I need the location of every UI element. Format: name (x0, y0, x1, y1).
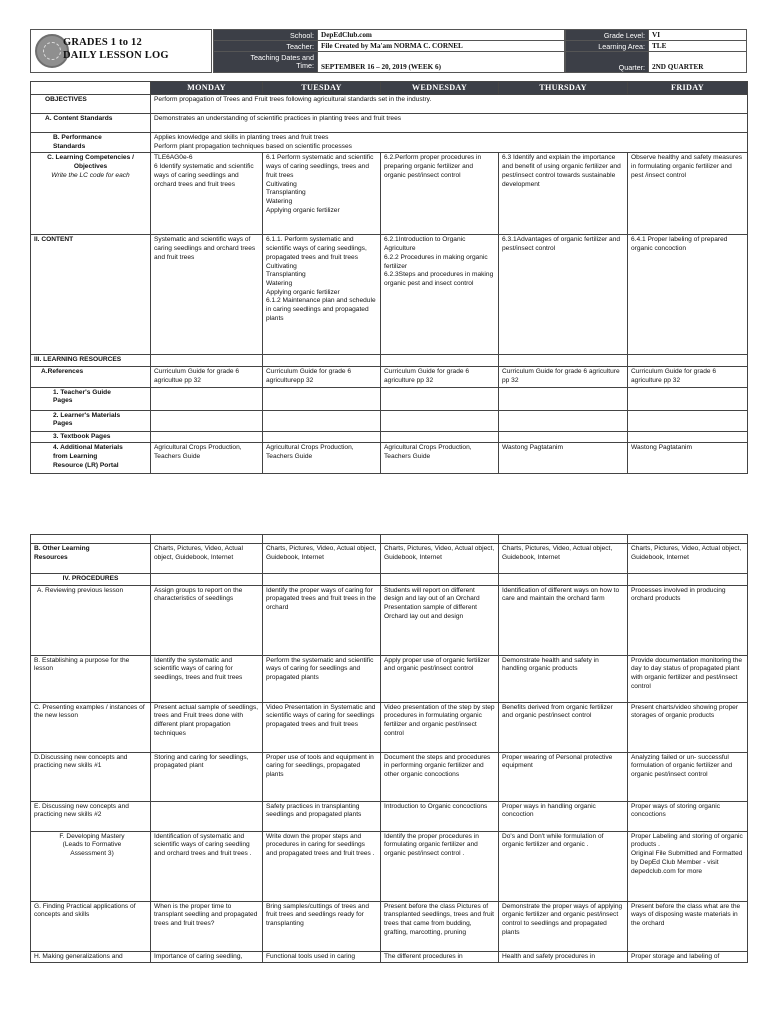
day-header: MONDAY (151, 82, 263, 95)
competencies-label: C. Learning Competencies / Objectives (47, 154, 134, 171)
quarter-label: Quarter: (566, 52, 649, 73)
cell-tuesday: Video Presentation in Systematic and scientific ways of caring for seedlings propagated trees and fruit trees (263, 702, 381, 752)
cell-tuesday: Safety practices in transplanting seedlings and propagated plants (263, 801, 381, 831)
row-label: 2. Learner's Materials Pages (31, 410, 151, 431)
cell-monday: When is the proper time to transplant seedling and propagated trees and fruit trees? (151, 901, 263, 951)
cell-tuesday: 6.1 Perform systematic and scientific ways of caring seedlings, trees and fruit trees Cultivating Transplanting Watering Applying organic fertilizer (263, 153, 381, 235)
cell-wednesday: Identify the proper procedures in formulating organic fertilizer and organic pest/insect control . (381, 831, 499, 901)
grade-value: VI (649, 30, 747, 41)
cell-monday: TLE6AG0e-6 6 Identify systematic and scientific ways of caring seedlings and orchard trees and fruit trees (151, 153, 263, 235)
cell-monday (151, 387, 263, 410)
cell-wednesday: Charts, Pictures, Video, Actual object, Guidebook, Internet (381, 544, 499, 574)
cell-tuesday: Bring samples/cuttings of trees and fruit trees and seedlings ready for transplanting (263, 901, 381, 951)
cell-wednesday: Document the steps and procedures in performing organic fertilizer and other organic concoctions (381, 752, 499, 801)
additional-materials-row (31, 443, 748, 474)
cell-friday: Proper storage and labeling of (628, 951, 748, 963)
row-label: B. Other Learning Resources (31, 544, 151, 574)
cell-thursday: Health and safety procedures in (499, 951, 628, 963)
cell-friday: Present charts/video showing proper storages of organic products (628, 702, 748, 752)
cell-thursday: Demonstrate the proper ways of applying organic fertilizer and organic pest/insect control to seedlings and propagated plants (499, 901, 628, 951)
dates-value: SEPTEMBER 16 – 20, 2019 (WEEK 6) (318, 52, 565, 73)
row-label: A.References (31, 367, 151, 387)
cell-monday: Assign groups to report on the characteristics of seedlings (151, 585, 263, 655)
cell-thursday: Do's and Don't while formulation of organic fertilizer and organic . (499, 831, 628, 901)
cell-thursday: 6.3 Identify and explain the importance and benefit of using organic fertilizer and pest/insect control towards sustainable development (499, 153, 628, 235)
procedure-row-c (31, 702, 748, 752)
competencies-row (31, 153, 748, 235)
cell-wednesday: Apply proper use of organic fertilizer and organic pest/insect control (381, 655, 499, 702)
row-label: A. Reviewing previous lesson (31, 585, 151, 655)
cell-wednesday (381, 410, 499, 431)
cell-thursday (499, 431, 628, 443)
cell-tuesday: Write down the proper steps and procedures in caring for seedlings and propagated trees and fruit trees . (263, 831, 381, 901)
cell-tuesday: Proper use of tools and equipment in caring for seedlings, propagated plants (263, 752, 381, 801)
row-label (31, 153, 151, 235)
references-row (31, 367, 748, 387)
row-label: E. Discussing new concepts and practicing new skills #2 (31, 801, 151, 831)
cell-monday (151, 431, 263, 443)
cell-thursday (499, 574, 628, 586)
cell-friday: Observe healthy and safety measures in formulating organic fertilizer and pest /insect control (628, 153, 748, 235)
blank-cell (263, 535, 381, 544)
teachers-guide-row (31, 387, 748, 410)
cell-tuesday: Identify the proper ways of caring for propagated trees and fruit trees in the orchard (263, 585, 381, 655)
cell-wednesday (381, 574, 499, 586)
cell-wednesday: 6.2.1Introduction to Organic Agriculture 6.2.2 Procedures in making organic fertilizer 6.2.3Steps and procedures in making organic pest and insect control (381, 235, 499, 355)
document-title (63, 36, 169, 62)
corner-cell (31, 82, 151, 95)
cell-monday (151, 801, 263, 831)
title-line-2: DAILY LESSON LOG (63, 50, 169, 61)
cell-friday: Wastong Pagtatanim (628, 443, 748, 474)
grade-label: Grade Level: (566, 30, 649, 41)
cell-friday (628, 355, 748, 367)
row-label: 1. Teacher's Guide Pages (31, 387, 151, 410)
cell-friday (628, 431, 748, 443)
area-label: Learning Area: (566, 41, 649, 52)
area-value: TLE (649, 41, 747, 52)
content-standards-row (31, 114, 748, 133)
row-label: II. CONTENT (31, 235, 151, 355)
blank-cell (151, 535, 263, 544)
row-label: A. Content Standards (31, 114, 151, 133)
row-label: IV. PROCEDURES (31, 574, 151, 586)
cell-monday: Importance of caring seedling, (151, 951, 263, 963)
cell-thursday: Proper ways in handling organic concoction (499, 801, 628, 831)
day-header: TUESDAY (263, 82, 381, 95)
row-label: 4. Additional Materials from Learning Resource (LR) Portal (31, 443, 151, 474)
cell-friday: Proper Labeling and storing of organic products . Original File Submitted and Formatted by DepEd Club Member - visit depedclub.com for more (628, 831, 748, 901)
dates-label-line-1: Teaching Dates and (250, 52, 314, 62)
cell-tuesday (263, 574, 381, 586)
school-value: DepEdClub.com (318, 30, 565, 41)
procedure-row-a (31, 585, 748, 655)
header-block (30, 29, 747, 73)
cell-monday: Charts, Pictures, Video, Actual object, Guidebook, Internet (151, 544, 263, 574)
blank-cell (381, 535, 499, 544)
teacher-label: Teacher: (214, 41, 318, 52)
cell-thursday: Charts, Pictures, Video, Actual object, Guidebook, Internet (499, 544, 628, 574)
content-row (31, 235, 748, 355)
cell-wednesday: Introduction to Organic concoctions (381, 801, 499, 831)
cell-tuesday (263, 355, 381, 367)
meta-right (565, 29, 747, 73)
cell-friday: Processes involved in producing orchard products (628, 585, 748, 655)
blank-row (31, 535, 748, 544)
row-label: III. LEARNING RESOURCES (31, 355, 151, 367)
cell-tuesday: Curriculum Guide for grade 6 agriculturepp 32 (263, 367, 381, 387)
procedure-row-b (31, 655, 748, 702)
cell-friday: Curriculum Guide for grade 6 agriculture pp 32 (628, 367, 748, 387)
content-standards-text: Demonstrates an understanding of scientific practices in planting trees and fruit trees (151, 114, 748, 133)
meta-left (213, 29, 565, 73)
procedure-row-f (31, 831, 748, 901)
logo-cell (30, 29, 212, 73)
cell-tuesday: Functional tools used in caring (263, 951, 381, 963)
cell-wednesday (381, 387, 499, 410)
cell-wednesday: Agricultural Crops Production, Teachers Guide (381, 443, 499, 474)
cell-thursday: Wastong Pagtatanim (499, 443, 628, 474)
row-label: G. Finding Practical applications of concepts and skills (31, 901, 151, 951)
procedure-row-h (31, 951, 748, 963)
cell-friday: Provide documentation monitoring the day to day status of propagated plant with organic fertilizer and pest/insect control (628, 655, 748, 702)
textbook-row (31, 431, 748, 443)
cell-friday: Analyzing failed or un- successful formulation of organic fertilizer and organic pest/insect control (628, 752, 748, 801)
cell-friday (628, 410, 748, 431)
cell-friday: Charts, Pictures, Video, Actual object, Guidebook, Internet (628, 544, 748, 574)
cell-friday: 6.4.1 Proper labeling of prepared organic concoction (628, 235, 748, 355)
cell-thursday: Curriculum Guide for grade 6 agriculture pp 32 (499, 367, 628, 387)
procedures-row (31, 574, 748, 586)
cell-friday: Present before the class what are the ways of disposing waste materials in the orchard (628, 901, 748, 951)
cell-monday: Storing and caring for seedlings, propagated plant (151, 752, 263, 801)
cell-monday: Identification of systematic and scientific ways of caring seedling and orchard trees and fruit trees . (151, 831, 263, 901)
cell-tuesday (263, 431, 381, 443)
day-header: WEDNESDAY (381, 82, 499, 95)
cell-monday: Agricultural Crops Production, Teachers Guide (151, 443, 263, 474)
cell-tuesday (263, 387, 381, 410)
cell-thursday: Benefits derived from organic fertilizer and organic pest/insect control (499, 702, 628, 752)
dates-label-line-2: Time: (296, 61, 314, 70)
cell-tuesday (263, 410, 381, 431)
day-header: FRIDAY (628, 82, 748, 95)
cell-friday (628, 574, 748, 586)
title-line-1: GRADES 1 to 12 (63, 37, 142, 48)
performance-standards-text: Applies knowledge and skills in planting trees and fruit trees Perform plant propagation techniques based on scientific processes (151, 133, 748, 153)
cell-monday: Curriculum Guide for grade 6 agricultue pp 32 (151, 367, 263, 387)
teacher-value: File Created by Ma'am NORMA C. CORNEL (318, 41, 565, 52)
row-label: OBJECTIVES (31, 95, 151, 114)
cell-monday (151, 410, 263, 431)
cell-thursday: 6.3.1Advantages of organic fertilizer and pest/insect control (499, 235, 628, 355)
cell-wednesday: Video presentation of the step by step procedures in formulating organic fertilizer and organic pest/insect control (381, 702, 499, 752)
quarter-value: 2ND QUARTER (649, 52, 747, 73)
cell-tuesday: Perform the systematic and scientific ways of caring for seedlings and propagated plants (263, 655, 381, 702)
cell-thursday: Demonstrate health and safety in handling organic products (499, 655, 628, 702)
cell-thursday (499, 387, 628, 410)
learning-resources-row (31, 355, 748, 367)
competencies-sublabel: Write the LC code for each (51, 171, 130, 179)
row-label: B. Performance Standards (31, 133, 151, 153)
blank-cell (628, 535, 748, 544)
cell-wednesday: Present before the class Pictures of transplanted seedlings, trees and fruit trees that came from budding, grafting, marcotting, pruning (381, 901, 499, 951)
cell-monday: Present actual sample of seedlings, trees and Fruit trees done with different plant propagation techniques (151, 702, 263, 752)
cell-wednesday: Curriculum Guide for grade 6 agriculture pp 32 (381, 367, 499, 387)
lesson-table-2 (30, 534, 748, 963)
cell-tuesday: Charts, Pictures, Video, Actual object, Guidebook, Internet (263, 544, 381, 574)
cell-monday (151, 355, 263, 367)
objectives-row (31, 95, 748, 114)
procedure-row-e (31, 801, 748, 831)
cell-wednesday (381, 431, 499, 443)
performance-standards-row (31, 133, 748, 153)
cell-friday: Proper ways of storing organic concoctions (628, 801, 748, 831)
cell-wednesday (381, 355, 499, 367)
objectives-text: Perform propagation of Trees and Fruit trees following agricultural standards set in the industry. (151, 95, 748, 114)
cell-wednesday: 6.2.Perform proper procedures in preparing organic fertilizer and organic pest/insect control (381, 153, 499, 235)
blank-cell (499, 535, 628, 544)
blank-cell (31, 535, 151, 544)
cell-friday (628, 387, 748, 410)
dates-label (214, 52, 318, 73)
cell-wednesday: Students will report on different design and lay out of an Orchard Presentation sample of different Orchard lay out and design (381, 585, 499, 655)
learners-materials-row (31, 410, 748, 431)
cell-wednesday: The different procedures in (381, 951, 499, 963)
procedure-row-g (31, 901, 748, 951)
row-label: H. Making generalizations and (31, 951, 151, 963)
school-label: School: (214, 30, 318, 41)
cell-tuesday: Agricultural Crops Production, Teachers Guide (263, 443, 381, 474)
cell-thursday (499, 355, 628, 367)
cell-monday (151, 574, 263, 586)
cell-tuesday: 6.1.1. Perform systematic and scientific ways of caring seedlings, propagated trees and fruit trees Cultivating Transplanting Watering Applying organic fertilizer 6.1.2 Maintenance plan and schedule in caring seedlings and propagated plants (263, 235, 381, 355)
day-header: THURSDAY (499, 82, 628, 95)
row-label: B. Establishing a purpose for the lesson (31, 655, 151, 702)
row-label: C. Presenting examples / instances of the new lesson (31, 702, 151, 752)
cell-monday: Identify the systematic and scientific ways of caring for seedlings, trees and fruit trees (151, 655, 263, 702)
lesson-table-1 (30, 81, 748, 474)
row-label: D.Discussing new concepts and practicing new skills #1 (31, 752, 151, 801)
day-header-row (31, 82, 748, 95)
row-label: 3. Textbook Pages (31, 431, 151, 443)
cell-monday: Systematic and scientific ways of caring seedlings and orchard trees and fruit trees (151, 235, 263, 355)
cell-thursday (499, 410, 628, 431)
procedure-row-d (31, 752, 748, 801)
other-resources-row (31, 544, 748, 574)
row-label: F. Developing Mastery (Leads to Formative Assessment 3) (31, 831, 151, 901)
cell-thursday: Identification of different ways on how to care and maintain the orchard farm (499, 585, 628, 655)
cell-thursday: Proper wearing of Personal protective equipment (499, 752, 628, 801)
